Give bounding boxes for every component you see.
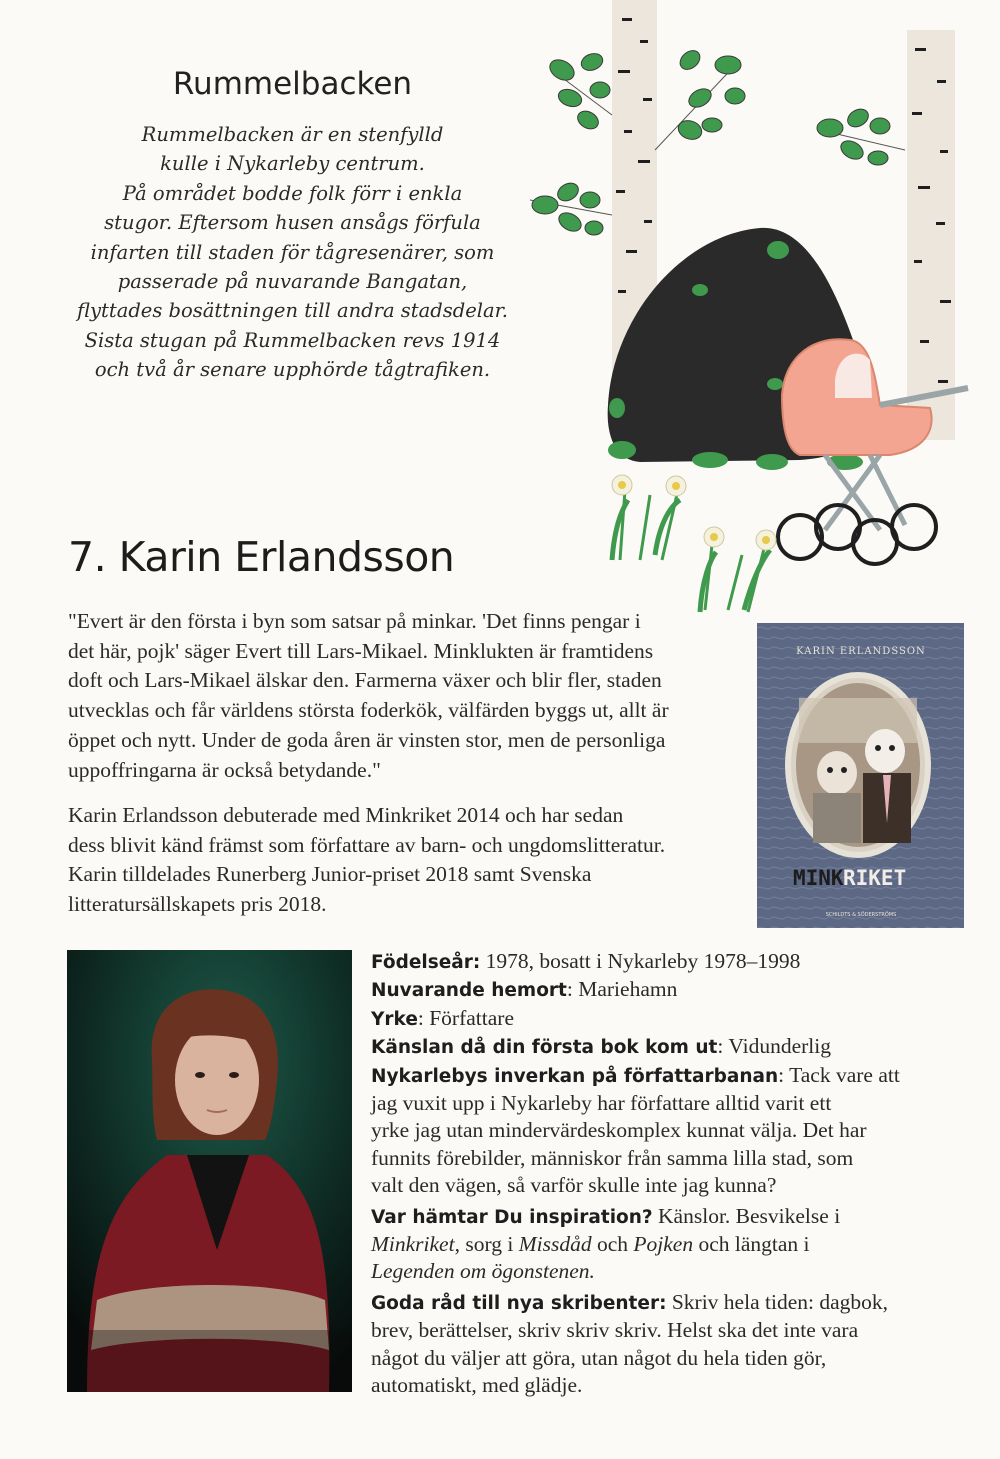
text-line: uppoffringarna är också betydande."	[68, 757, 381, 782]
fact-label: Yrke	[371, 1008, 418, 1030]
fact-label: Födelseår:	[371, 952, 481, 973]
text-line: det här, pojk' säger Evert till Lars-Mikael. Minklukten är framtidens	[68, 638, 654, 663]
text-line: "Evert är den första i byn som satsar på minkar. 'Det finns pengar i	[68, 609, 641, 633]
fact-value: : Författare	[417, 1005, 514, 1030]
text-line: något du väljer att göra, utan något du hela tiden gör,	[371, 1345, 827, 1370]
text-line: infarten till staden för tågresenärer, som	[90, 240, 495, 264]
text-line	[371, 1258, 971, 1285]
fact-job	[371, 1005, 971, 1033]
fact-advice	[371, 1289, 971, 1317]
rummelbacken-text	[70, 120, 515, 385]
text-line: Karin Erlandsson debuterade med Minkriket 2014 och har sedan	[68, 803, 624, 827]
fact-label: Nykarlebys inverkan på författarbanan	[371, 1065, 779, 1087]
leaf-branch	[817, 106, 905, 165]
book-title-ref: Missdåd	[518, 1232, 592, 1257]
text-line: utvecklas och får världens största foderkök, välfärden byggs ut, allt är	[68, 698, 669, 723]
fact-label: Nuvarande hemort	[371, 980, 567, 1002]
text-line: funnits förebilder, människor från samma lilla stad, som	[371, 1145, 854, 1170]
fact-label: Goda råd till nya skribenter:	[371, 1292, 667, 1314]
text-line: På området bodde folk förr i enkla	[122, 181, 463, 205]
fact-value: : Tack vare att	[778, 1062, 900, 1087]
text-line: stugor. Eftersom husen ansågs förfula	[104, 211, 481, 235]
text-line: öppet och nytt. Under de goda åren är vinsten stor, men de personliga	[68, 727, 666, 752]
fact-feeling	[371, 1033, 971, 1061]
fact-label: Var hämtar Du inspiration?	[371, 1206, 653, 1228]
fact-value: : Mariehamn	[566, 977, 678, 1002]
text-fragment: och	[591, 1232, 634, 1257]
text-line: dess blivit känd främst som författare av barn- och ungdomslitteratur.	[68, 832, 666, 857]
leaf-branch	[546, 51, 612, 133]
daffodils	[612, 475, 776, 612]
text-line: och två år senare upphörde tågtrafiken.	[94, 358, 491, 382]
text-line: flyttades bosättningen till andra stadsdelar.	[77, 299, 508, 323]
book-quote	[68, 607, 758, 785]
text-line	[371, 1231, 971, 1258]
fact-inspiration	[371, 1203, 971, 1231]
rummelbacken-illustration	[525, 0, 1000, 620]
text-line: jag vuxit upp i Nykarleby har författare alltid varit ett	[371, 1091, 832, 1116]
fact-value: 1978, bosatt i Nykarleby 1978–1998	[480, 949, 801, 973]
text-line: Rummelbacken är en stenfylld	[141, 123, 444, 146]
text-line: automatiskt, med glädje.	[371, 1373, 583, 1398]
fact-home	[371, 976, 971, 1004]
text-line: passerade på nuvarande Bangatan,	[117, 270, 468, 294]
leaf-branch	[530, 180, 612, 235]
section-title-rummelbacken: Rummelbacken	[172, 66, 413, 102]
text-line: kulle i Nykarleby centrum.	[160, 152, 425, 176]
book-title-ref: Pojken	[633, 1232, 694, 1257]
text-line: yrke jag utan mindervärdeskomplex kunnat välja. Det har	[371, 1118, 867, 1143]
text-line: valt den vägen, så varför skulle inte jag kunna?	[371, 1173, 777, 1198]
author-facts	[371, 948, 971, 1400]
book-title-ref: Minkriket	[371, 1232, 455, 1257]
author-portrait	[67, 950, 352, 1392]
fact-value: : Vidunderlig	[717, 1034, 831, 1059]
fact-value: Känslor. Besvikelse i	[652, 1203, 841, 1228]
text-line: Karin tilldelades Runerberg Junior-priset 2018 samt Svenska	[68, 862, 592, 887]
fact-influence	[371, 1062, 971, 1090]
text-fragment: och längtan i	[693, 1232, 810, 1257]
leaf-branch	[655, 47, 745, 150]
text-line: brev, berättelser, skriv skriv skriv. Helst ska det inte vara	[371, 1318, 859, 1343]
fact-label: Känslan då din första bok kom ut	[371, 1037, 718, 1059]
text-fragment: , sorg i	[454, 1232, 519, 1257]
book-publisher: SCHILDTS & SÖDERSTRÖMS	[825, 912, 897, 918]
text-line: Sista stugan på Rummelbacken revs 1914	[84, 328, 501, 352]
text-line: litteratursällskapets pris 2018.	[68, 892, 327, 917]
fact-birth	[371, 948, 971, 976]
birch-trunk-right	[907, 30, 955, 440]
author-bio	[68, 801, 758, 920]
book-title-b: RIKET	[843, 866, 907, 890]
book-title-ref: Legenden om ögonstenen.	[371, 1259, 595, 1284]
text-line: doft och Lars-Mikael älskar den. Farmerna växer och blir fler, staden	[68, 668, 662, 693]
book-author: KARIN ERLANDSSON	[796, 646, 926, 657]
book-cover-minkriket	[757, 623, 964, 928]
author-heading: 7. Karin Erlandsson	[68, 533, 455, 581]
book-title-a: MINK	[793, 866, 844, 890]
fact-value: Skriv hela tiden: dagbok,	[666, 1289, 888, 1314]
